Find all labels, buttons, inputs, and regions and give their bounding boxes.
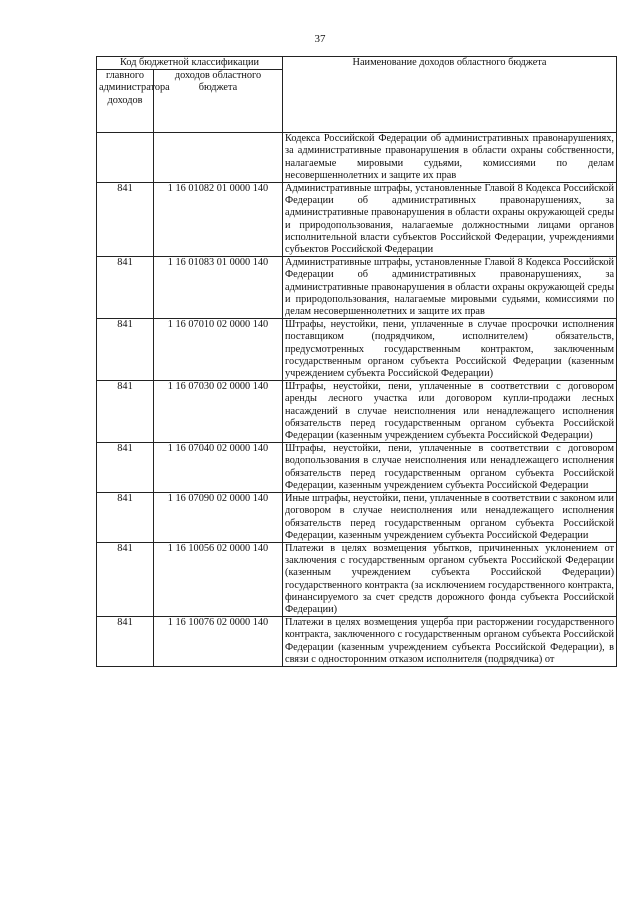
admin-code-cell [97,133,154,183]
table-row [97,183,617,257]
income-code-cell: 1 16 01083 01 0000 140 [154,257,283,319]
income-code-header: доходов областного бюджета [154,70,283,133]
admin-code-header: главного администратора доходов [97,70,154,133]
income-name-cell: Штрафы, неустойки, пени, уплаченные в соответствии с договором водопользования в случае неисполнения или ненадлежащего исполнения обязательств перед государственным органом субъекта Российской Федерации, казенным учреждением субъекта Российской Федерации [283,443,617,493]
budget-classification-code-header: Код бюджетной классификации [97,57,283,70]
budget-revenue-table [96,56,617,667]
income-name-cell: Штрафы, неустойки, пени, уплаченные в соответствии с договором аренды лесного участка или договором купли-продажи лесных насаждений в случае неисполнения или ненадлежащего исполнения обязательств перед государственным органом субъекта Российской Федерации (казенным учреждением субъекта Российской Федерации) [283,381,617,443]
income-name-cell: Кодекса Российской Федерации об административных правонарушениях, за административные правонарушения в области охраны собственности, налагаемые мировыми судьями, комиссиями по делам несовершеннолетних и защите их прав [283,133,617,183]
table-row [97,319,617,381]
admin-code-cell: 841 [97,183,154,257]
admin-code-cell: 841 [97,443,154,493]
income-name-cell: Платежи в целях возмещения убытков, причиненных уклонением от заключения с государственным органом субъекта Российской Федерации (казенным учреждением субъекта Российской Федерации) государственного контракта (за исключением государственного контракта, финансируемого за счет средств дорожного фонда субъекта Российской Федерации) [283,542,617,616]
admin-code-cell: 841 [97,319,154,381]
table-row [97,443,617,493]
income-code-cell: 1 16 01082 01 0000 140 [154,183,283,257]
table-row [97,381,617,443]
admin-code-cell: 841 [97,493,154,543]
income-code-cell: 1 16 07030 02 0000 140 [154,381,283,443]
admin-code-cell: 841 [97,257,154,319]
income-code-cell: 1 16 07090 02 0000 140 [154,493,283,543]
income-code-cell [154,133,283,183]
table-row [97,133,617,183]
income-name-cell: Платежи в целях возмещения ущерба при расторжении государственного контракта, заключенного с государственным органом субъекта Российской Федерации (казенным учреждением субъекта Российской Федерации), в связи с односторонним отказом исполнителя (подрядчика) от [283,617,617,667]
admin-code-cell: 841 [97,617,154,667]
income-name-cell: Административные штрафы, установленные Главой 8 Кодекса Российской Федерации об административных правонарушениях, за административные правонарушения в области охраны окружающей среды и природопользования, налагаемые мировыми судьями, комиссиями по делам несовершеннолетних и защите их прав [283,257,617,319]
table-row [97,493,617,543]
income-code-cell: 1 16 07040 02 0000 140 [154,443,283,493]
table-row [97,542,617,616]
income-name-cell: Иные штрафы, неустойки, пени, уплаченные в соответствии с законом или договором в случае неисполнения или ненадлежащего исполнения обязательств перед государственным органом субъекта Российской Федерации, казенным учреждением субъекта Российской Федерации [283,493,617,543]
income-name-cell: Штрафы, неустойки, пени, уплаченные в случае просрочки исполнения поставщиком (подрядчиком, исполнителем) обязательств, предусмотренных государственным контрактом, заключенным государственным органом субъекта Российской Федерации (казенным учреждением субъекта Российской Федерации) [283,319,617,381]
admin-code-cell: 841 [97,542,154,616]
income-code-cell: 1 16 10076 02 0000 140 [154,617,283,667]
page-number: 37 [314,33,326,45]
income-code-cell: 1 16 10056 02 0000 140 [154,542,283,616]
income-code-cell: 1 16 07010 02 0000 140 [154,319,283,381]
table-row [97,617,617,667]
income-name-header: Наименование доходов областного бюджета [283,57,617,133]
income-name-cell: Административные штрафы, установленные Главой 8 Кодекса Российской Федерации об административных правонарушениях, за административные правонарушения в области охраны окружающей среды и природопользования, налагаемые должностными лицами органов исполнительной власти субъектов Российской Федерации, учреждениями субъектов Российской Федерации [283,183,617,257]
table-body [97,133,617,667]
admin-code-cell: 841 [97,381,154,443]
table-row [97,257,617,319]
